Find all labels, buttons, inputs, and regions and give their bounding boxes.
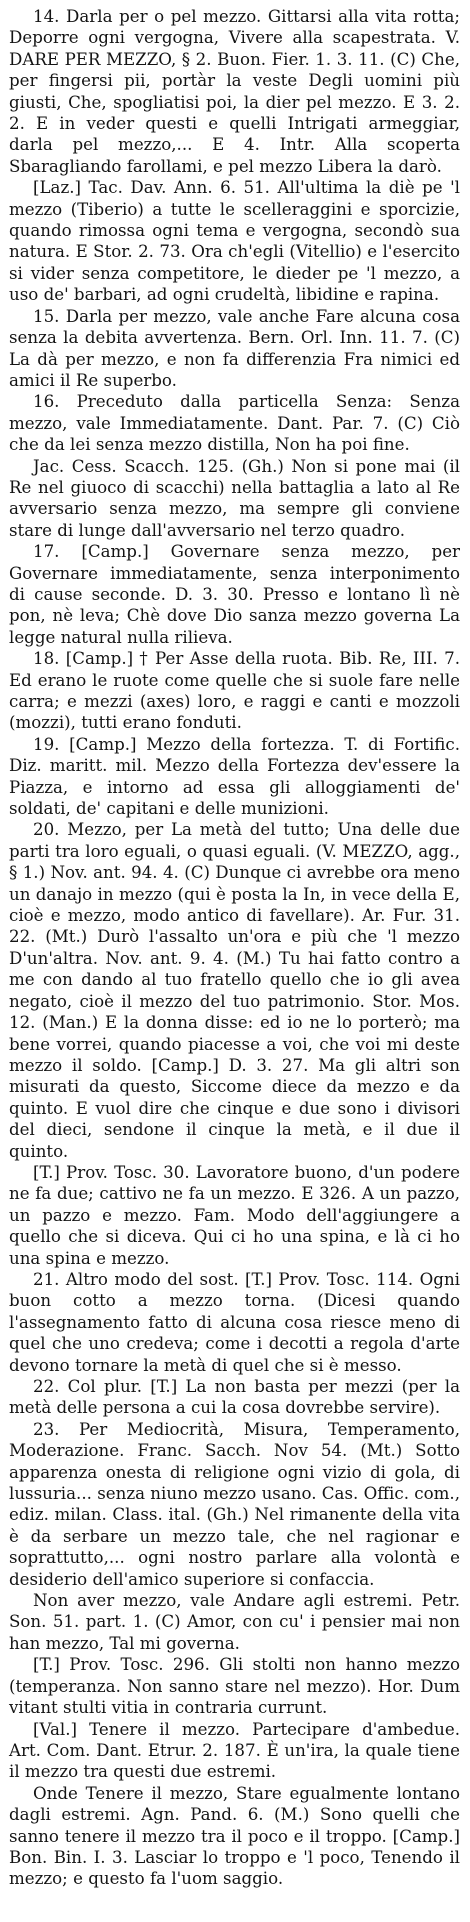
entry-22-col-plur: 22. Col plur. [T.] La non basta per mezzi (per la metà delle persona a cui la cosa dovrebbe servire). — [9, 1377, 460, 1418]
entry-23-mediocrita: 23. Per Mediocrità, Misura, Temperamento, Moderazione. Franc. Sacch. Nov 54. (Mt.) Sotto apparenza onesta di religione ogni vizio di gola, di lussuria... senza niuno mezzo usano. Cas. Offic. com., ediz. milan. Class. ital. (Gh.) Nel rimanente della vita è da serbare un mezzo tale, che nel ragionar e soprattutto,... ogni nostro parlare alla volontà e desiderio dell'amico superiore si confaccia. — [9, 1419, 460, 1589]
entry-14-laz-citation: [Laz.] Tac. Dav. Ann. 6. 51. All'ultima la diè pe 'l mezzo (Tiberio) a tutte le scelleraggini e sporcizie, quando rimossa ogni tema e vergogna, secondò sua natura. E Stor. 2. 73. Ora ch'egli (Vitellio) e l'esercito si vider senza competitore, le dieder pe 'l mezzo, a uso de' barbari, ad ogni crudeltà, libidine e rapina. — [9, 178, 460, 305]
entry-19-mezzo-della-fortezza: 19. [Camp.] Mezzo della fortezza. T. di Fortific. Diz. maritt. mil. Mezzo della Fortezza dev'essere la Piazza, e intorno ad essa gli alloggiamenti de' soldati, de' capitani e delle munizioni. — [9, 734, 460, 819]
entry-20-meta-del-tutto: 20. Mezzo, per La metà del tutto; Una delle due parti tra loro eguali, o quasi eguali. (V. MEZZO, agg., § 1.) Nov. ant. 94. 4. (C) Dunque ci avrebbe ora meno un danajo in mezzo (qui è posta la In, in vece della E, cioè e mezzo, modo antico di favellare). Ar. Fur. 31. 22. (Mt.) Durò l'assalto un'ora e più che 'l mezzo D'un'altra. Nov. ant. 9. 4. (M.) Tu hai fatto contro a me con dando al tuo fratello quello che io gli avea negato, cioè il mezzo del tuo patrimonio. Stor. Mos. 12. (Man.) E la donna disse: ed io ne lo porterò; ma bene vorrei, quando piacesse a voi, che voi mi deste mezzo il soldo. [Camp.] D. 3. 27. Ma gli altri son misurati da questo, Siccome diece da mezzo e da quinto. E vuol dire che cinque e due sono i divisori del dieci, sendone il cinque la metà, e il due il quinto. — [9, 820, 460, 1161]
entry-15-darla-per-mezzo: 15. Darla per mezzo, vale anche Fare alcuna cosa senza la debita avvertenza. Bern. Orl. Inn. 11. 7. (C) La dà per mezzo, e non fa differenzia Fra nimici ed amici il Re superbo. — [9, 306, 460, 390]
entry-18-asse-della-ruota: 18. [Camp.] † Per Asse della ruota. Bib. Re, III. 7. Ed erano le ruote come quelle che si suole fare nelle carra; e mezzi (axes) loro, e raggi e canti e mozzoli (mozzi), tutti erano fonduti. — [9, 649, 460, 733]
entry-16-cess-citation: Jac. Cess. Scacch. 125. (Gh.) Non si pone mai (il Re nel giuoco di scacchi) nella battaglia a lato al Re avversario senza mezzo, ma sempre gli conviene stare di lunge dall'avversario nel terzo quadro. — [9, 456, 460, 540]
entry-20-prov-tosc: [T.] Prov. Tosc. 30. Lavoratore buono, d'un podere ne fa due; cattivo ne fa un mezzo. E 326. A un pazzo, un pazzo e mezzo. Fam. Modo dell'aggiungere a quello che si diceva. Qui ci ho una spina, e là ci ho una spina e mezzo. — [9, 1162, 460, 1268]
entry-16-senza-mezzo: 16. Preceduto dalla particella Senza: Senza mezzo, vale Immediatamente. Dant. Par. 7. (C) Ciò che da lei senza mezzo distilla, Non ha poi fine. — [9, 392, 460, 455]
entry-23-non-aver-mezzo: Non aver mezzo, vale Andare agli estremi. Petr. Son. 51. part. 1. (C) Amor, con cu' i pensier mai non han mezzo, Tal mi governa. — [9, 1591, 460, 1653]
entry-23-onde-tenere-il-mezzo: Onde Tenere il mezzo, Stare egualmente lontano dagli estremi. Agn. Pand. 6. (M.) Sono quelli che sanno tenere il mezzo tra il poco e il troppo. [Camp.] Bon. Bin. I. 3. Lasciar lo troppo e 'l poco, Tenendo il mezzo; e questo fa l'uom saggio. — [9, 1783, 460, 1889]
entry-23-prov-tosc: [T.] Prov. Tosc. 296. Gli stolti non hanno mezzo (temperanza. Non sanno stare nel mezzo). Hor. Dum vitant stulti vitia in contraria currunt. — [9, 1655, 460, 1718]
entry-21-altro-modo: 21. Altro modo del sost. [T.] Prov. Tosc. 114. Ogni buon cotto a mezzo torna. (Dicesi quando l'assegnamento fatto di alcuna cosa riesce meno di quel che uno credeva; come i decotti a regola d'arte devono tornare la metà di quel che si è messo. — [9, 1269, 460, 1375]
entry-14-darla-per-mezzo: 14. Darla per o pel mezzo. Gittarsi alla vita rotta; Deporre ogni vergogna, Vivere alla scapestrata. V. DARE PER MEZZO, § 2. Buon. Fier. 1. 3. 11. (C) Che, per fingersi pii, portàr la veste Degli uomini più giusti, Che, spogliatisi poi, la dier pel mezzo. E 3. 2. 2. E in veder questi e quelli Intrigati armeggiar, darla pel mezzo,... E 4. Intr. Alla scoperta Sbaragliando farollami, e pel mezzo Libera la darò. — [9, 7, 460, 176]
entry-17-governare-senza-mezzo: 17. [Camp.] Governare senza mezzo, per Governare immediatamente, senza interponimento di cause seconde. D. 3. 30. Presso e lontano lì nè pon, nè leva; Chè dove Dio sanza mezzo governa La legge natural nulla rilieva. — [9, 542, 460, 647]
entry-23-tenere-il-mezzo: [Val.] Tenere il mezzo. Partecipare d'ambedue. Art. Com. Dant. Etrur. 2. 187. È un'ira, la quale tiene il mezzo tra questi due estremi. — [9, 1719, 460, 1782]
